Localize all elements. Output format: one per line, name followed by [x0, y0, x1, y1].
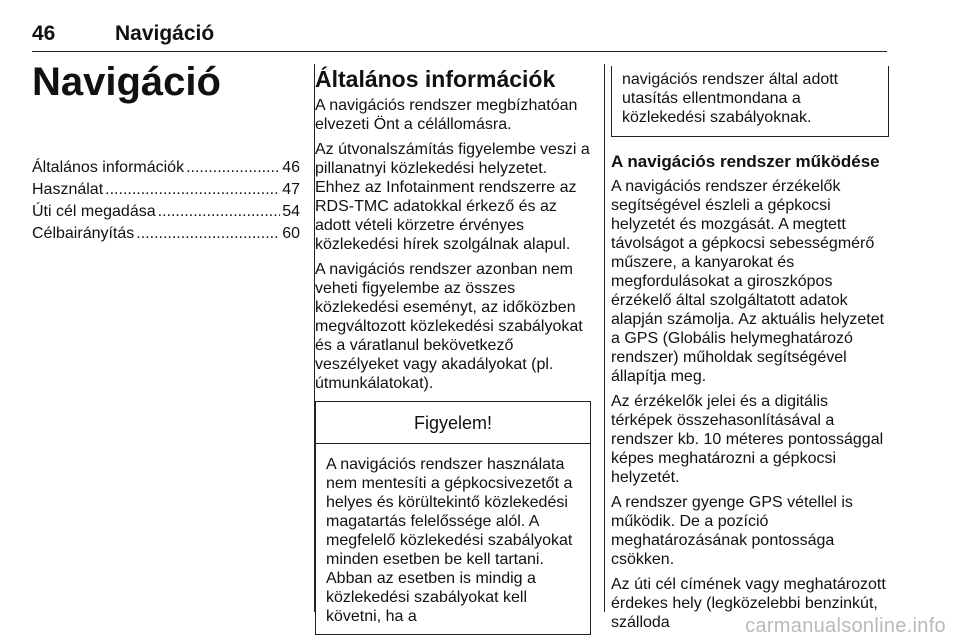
running-header-title: Navigáció: [115, 22, 215, 45]
right-column: [611, 66, 889, 638]
watermark: carmanualsonline.info: [745, 615, 946, 637]
toc-entry-label: Használat: [32, 181, 104, 198]
section-title: Általános információk: [315, 66, 556, 92]
warning-heading: Figyelem!: [316, 402, 590, 444]
warning-box: [315, 401, 591, 635]
left-column: [32, 60, 300, 246]
toc-entry[interactable]: [32, 224, 300, 246]
paragraph: A rendszer gyenge GPS vétellel is működik. De a pozíció meghatározásának pontossága csökken.: [611, 494, 853, 568]
warning-body: [316, 444, 590, 634]
section-title: A navigációs rendszer működése: [611, 152, 880, 171]
paragraph: Az úti cél címének vagy meghatározott érdekes hely (legközelebbi benzinkút, szálloda: [611, 576, 886, 631]
toc-entry-label: Célbairányítás: [32, 225, 135, 242]
toc-entry-page: 47: [282, 181, 300, 198]
column-divider-2: [604, 64, 605, 612]
toc-leader-dots: [136, 224, 280, 243]
toc-entry-page: 54: [282, 203, 300, 220]
paragraph: A navigációs rendszer megbízhatóan elvezeti Önt a célállomásra.: [315, 97, 578, 133]
toc-entry[interactable]: [32, 158, 300, 180]
header-rule: [32, 51, 887, 52]
toc-entry[interactable]: [32, 202, 300, 224]
toc-leader-dots: [158, 202, 281, 221]
toc-entry[interactable]: [32, 180, 300, 202]
toc-entry-page: 46: [282, 159, 300, 176]
toc-leader-dots: [186, 158, 280, 177]
warning-text: A navigációs rendszer használata nem mentesíti a gépkocsivezetőt a helyes és körültekintő közlekedési magatartás felelőssége alól. A megfelelő közlekedési szabályokat minden esetben be kell tartani. Abban az esetben is mindig a közlekedési szabályokat kell követni, ha a: [326, 456, 573, 625]
table-of-contents: [32, 158, 300, 246]
paragraph: Az útvonalszámítás figyelembe veszi a pillanatnyi közlekedési helyzetet. Ehhez az Infotainment rendszerre az RDS-TMC adatokkal érkező és az adott vételi körzetre érvényes közlekedési hírek szolgálnak alapul.: [315, 141, 590, 253]
warning-text-continued: navigációs rendszer által adott utasítás ellentmondana a közlekedési szabályoknak.: [622, 71, 839, 126]
page-number: 46: [32, 22, 56, 45]
middle-column: [315, 66, 591, 635]
paragraph: A navigációs rendszer érzékelők segítségével észleli a gépkocsi helyzetét és mozgását. A megtett távolságot a gépkocsi sebességmérő műszere, a kanyarokat és megfordulásokat a giroszkópos érzékelő által szolgáltatott adatok alapján számolja. Az aktuális helyzetet a GPS (Globális helymeghatározó rendszer) műholdak segítségével állapítja meg.: [611, 178, 885, 385]
paragraph: Az érzékelők jelei és a digitális térképek összehasonlításával a rendszer kb. 10 méteres pontossággal képes meghatározni a gépkocsi helyzetét.: [611, 393, 884, 486]
paragraph: A navigációs rendszer azonban nem veheti figyelembe az összes közlekedési eseményt, az időközben megváltozott közlekedési szabályokat és a váratlanul bekövetkező veszélyeket vagy akadályokat (pl. útmunkálatokat).: [315, 261, 583, 392]
chapter-title: Navigáció: [32, 60, 221, 104]
toc-entry-label: Általános információk: [32, 159, 185, 176]
toc-entry-page: 60: [282, 225, 300, 242]
toc-leader-dots: [105, 180, 280, 199]
warning-box-continued: [611, 66, 889, 137]
toc-entry-label: Úti cél megadása: [32, 203, 156, 220]
